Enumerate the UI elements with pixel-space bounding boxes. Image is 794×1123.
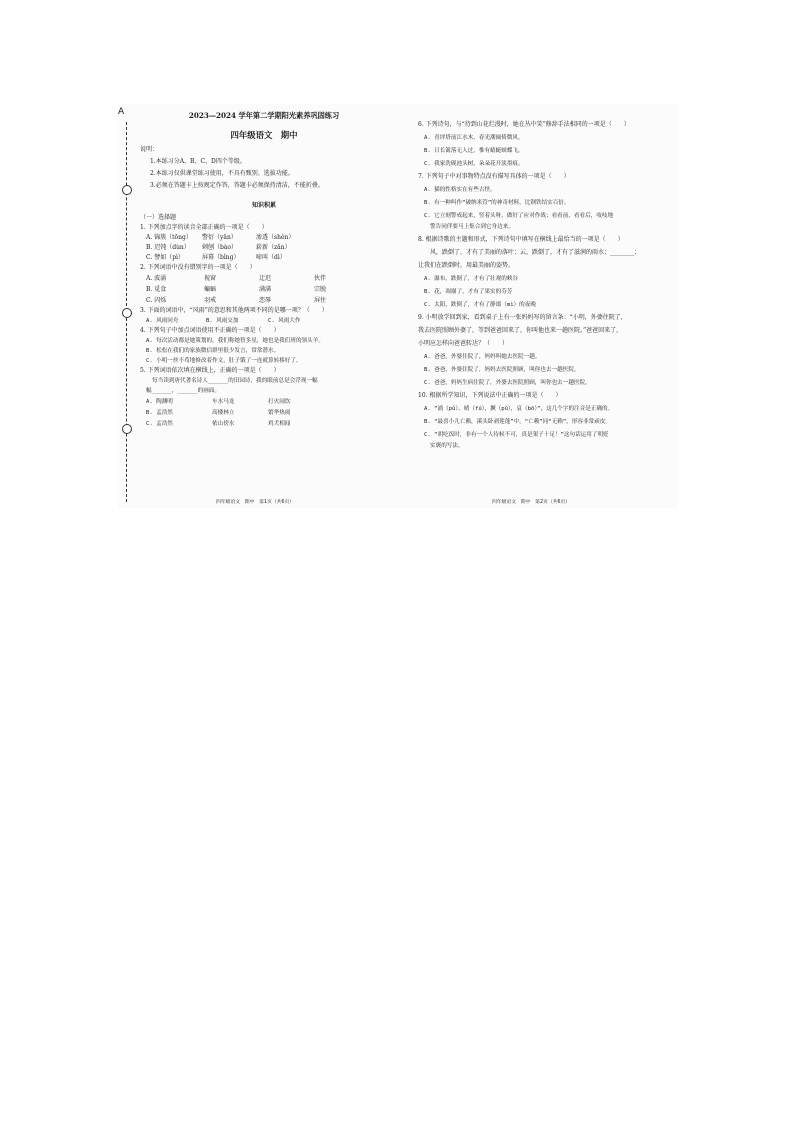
option-word: 满满 — [259, 286, 272, 293]
option-c-continued: 实褒的写法。 — [430, 443, 464, 449]
question-text: 我去医院照顾外婆了，等到爸爸回来了，你叫他也来一趟医院。”爸爸回来了， — [418, 327, 623, 334]
options-row — [140, 244, 388, 252]
option-c: C. 闪烁 — [146, 297, 167, 304]
poem-line: 风，跌倒了，才有了美丽的落叶；云，跌倒了，才有了滋润的雨水；________； — [430, 249, 641, 256]
option-a: A. 每次活动都是她策划的，我们称她智多星，她也是我们班的领头羊。 — [146, 338, 324, 344]
option-c: C. 爸爸，妈妈生病住院了，外婆去医院照顾，叫你也去一趟医院。 — [424, 380, 591, 386]
option-word: 宗脱 — [314, 286, 327, 293]
option-a: A. 风雨同舟 — [146, 318, 179, 324]
options-row — [140, 234, 388, 242]
question-text: 小明应怎样向爸爸转达？（ ） — [418, 340, 509, 347]
options-row — [140, 409, 388, 417]
option-word: 鸡犬相闻 — [268, 421, 291, 427]
option-word: 恋辱 — [259, 297, 272, 304]
question-8 — [418, 236, 660, 309]
page-footer-right: 四年级语文 期中 第2页（共6页） — [492, 500, 571, 505]
question-10 — [418, 392, 660, 450]
question-9 — [418, 314, 660, 387]
option-a: A. 波涌 — [146, 275, 167, 282]
exam-title: 2023—2024 学年第二学期阳光素养巩固练习 — [188, 111, 340, 120]
options-row — [140, 275, 388, 283]
note-line: 2.本练习仅供课堂练习使用，不具有甄别、选拔功能。 — [150, 170, 294, 177]
options-row — [140, 297, 388, 305]
page-footer-left: 四年级语文 期中 第1页（共6页） — [216, 500, 295, 505]
option-c: C. 太阳，跌倒了，才有了静谧（mì）的夜晚 — [424, 302, 536, 308]
exam-subtitle: 四年级语文 期中 — [230, 130, 298, 140]
option-a: A. “浦（pǔ）、晴（fú），撅（pǔ），哀（bō）”，这几个字的注音是正确的。 — [424, 406, 614, 412]
part-heading: （一）选择题 — [140, 214, 177, 221]
question-stem: 7. 下列句子中对事物特点没有描写具体的一项是（ ） — [418, 173, 570, 180]
option-a: A. 锦簇（tōng） — [146, 234, 192, 241]
binding-hole-icon — [122, 308, 132, 318]
option-b: B. “最喜小儿亡赖，溪头卧剥莲蓬”中，“亡赖”同“无赖”，形容非常顽皮。 — [424, 419, 611, 425]
question-5 — [140, 367, 388, 428]
binding-line — [122, 122, 132, 502]
question-stem: 4. 下列句子中加点词语使用不正确的一项是（ ） — [140, 327, 280, 334]
option-b: B. 风雨交加 — [206, 318, 239, 324]
question-stem: 6. 下列诗句，与“待到山花烂漫时，她在丛中笑”修辞手法相同的一项是（ ） — [418, 121, 630, 128]
option-b: B. 爸爸，外婆住院了，妈妈去医院照顾，叫你也去一趟医院。 — [424, 367, 580, 373]
question-stem: 8. 根据诗歌的主题和形式，下列诗句中填写在横线上最恰当的一项是（ ） — [418, 236, 624, 243]
option-a: A. 陶渊明 — [146, 399, 173, 405]
options-row — [140, 317, 388, 325]
corner-mark: A — [118, 107, 125, 117]
option-word: 依山傍水 — [212, 421, 235, 427]
question-stem: 2. 下列词语中没有错别字的一项是（ ） — [140, 264, 256, 271]
binding-hole-icon — [122, 424, 132, 434]
option-a: A. 爸爸，外婆住院了，妈妈叫她去医院一趟。 — [424, 354, 541, 360]
exam-page-right — [418, 121, 660, 450]
option-b: B. 觅食 — [146, 286, 167, 293]
question-1 — [140, 224, 388, 262]
notes-block — [140, 146, 388, 190]
option-a: A. 猫的性格实在有些古怪。 — [424, 187, 496, 193]
option-word: 打火闹饮 — [268, 399, 291, 405]
option-word: 警衍（yǎn） — [202, 234, 237, 241]
question-stem: 10. 根据所学知识，下列说法中正确的一项是（ ） — [418, 392, 562, 399]
option-c: C. 小明一丝不苟地修改着作文，肚子饿了一连就算转移好了。 — [146, 358, 302, 364]
poem-line: 让我们在跌倒时，用最美丽的姿势。 — [418, 262, 515, 269]
question-stem: 5. 下列词语依次填在横线上，正确的一项是（ ） — [140, 367, 280, 374]
option-b: B. 松松在我们的家族微信群里很少发言，常常潜水。 — [146, 348, 280, 354]
option-b: B. 花，凋谢了，才有了果实的芬芳 — [424, 289, 513, 295]
notes-label: 说明： — [140, 146, 159, 153]
option-word: 蝙蝠 — [204, 286, 217, 293]
options-row — [140, 254, 388, 262]
option-b: B. 有一种叫作“破纳米管”的神奇材料，比钢铁结实百倍。 — [424, 200, 570, 206]
option-a: A. 瀑布，跌倒了，才有了壮观的峡谷 — [424, 276, 519, 282]
option-word: 渗透（shèn） — [256, 234, 295, 241]
question-stem: 9. 小明放学回到家，看到桌子上有一张妈妈写的留言条：“小明，外婆住院了， — [418, 314, 627, 321]
option-c: C. “胡吃饭时，非有一个人待候不可，真是架子十足！”这句话运用了明贬 — [424, 432, 609, 438]
options-row — [140, 286, 388, 294]
question-3 — [140, 307, 388, 325]
option-word: 屏幕（bǐng） — [202, 254, 240, 261]
note-line: 3.必须在答题卡上按规定作答，答题卡必须保持清洁，不能折叠。 — [150, 182, 324, 189]
option-c-continued: 警告同伴要马上集合到它身边来。 — [430, 224, 514, 230]
question-stem: 3. 下面的词语中，“风雨”的意思和其他两项不同的是哪一项？（ ） — [140, 307, 328, 314]
option-word: 伙伴 — [314, 275, 327, 282]
option-word: 崭新（zǎn） — [256, 244, 291, 251]
note-line: 1.本练习分A、B、C、D四个等级。 — [150, 158, 246, 165]
option-word: 羽戒 — [204, 297, 217, 304]
option-word: 屏住 — [314, 297, 327, 304]
fill-passage: 每当读到唐代著名诗人______的田园诗，我的眼前总是会浮现一幅 — [152, 378, 318, 384]
question-4 — [140, 327, 388, 365]
option-b: B. 孟浩然 — [146, 410, 173, 416]
option-c: C. 我家洗砚池头树，朵朵花开淡墨痕。 — [424, 161, 524, 167]
option-word: 高楼林立 — [212, 410, 235, 416]
option-b: B. 迟钝（dùn） — [146, 244, 190, 251]
question-stem: 1. 下列加点字的读音全部正确的一项是（ ） — [140, 224, 268, 231]
question-6 — [418, 121, 660, 168]
options-row — [140, 420, 388, 428]
question-7 — [418, 173, 660, 231]
option-word: 车水马龙 — [212, 399, 235, 405]
option-word: 繁华热闹 — [268, 410, 291, 416]
option-word: 刺刨（bào） — [202, 244, 238, 251]
option-a: A. 青坪塔前江水木，春光潮阔倚微风。 — [424, 135, 524, 141]
option-word: 啼叫（dì） — [256, 254, 286, 261]
option-word: 迂迟 — [259, 275, 272, 282]
option-c: C. 孟浩然 — [146, 421, 173, 427]
option-c: C. 它立刻警戒起来，竖着头呀，做好了应对作战；看看前，看看后，吱吱地 — [424, 213, 614, 219]
exam-page-left — [140, 112, 388, 428]
option-b: B. 日长篱落无人过，惟有蜻蜓蛱蝶飞。 — [424, 148, 524, 154]
fill-passage: 幅______，______的画面。 — [146, 388, 220, 394]
question-2 — [140, 264, 388, 305]
binding-hole-icon — [122, 185, 132, 195]
option-c: C. 风雨大作 — [268, 318, 301, 324]
section-heading: 知识积累 — [251, 202, 276, 209]
option-c: C. 譬如（pì） — [146, 254, 184, 261]
option-word: 视窗 — [204, 275, 217, 282]
options-row — [140, 398, 388, 406]
